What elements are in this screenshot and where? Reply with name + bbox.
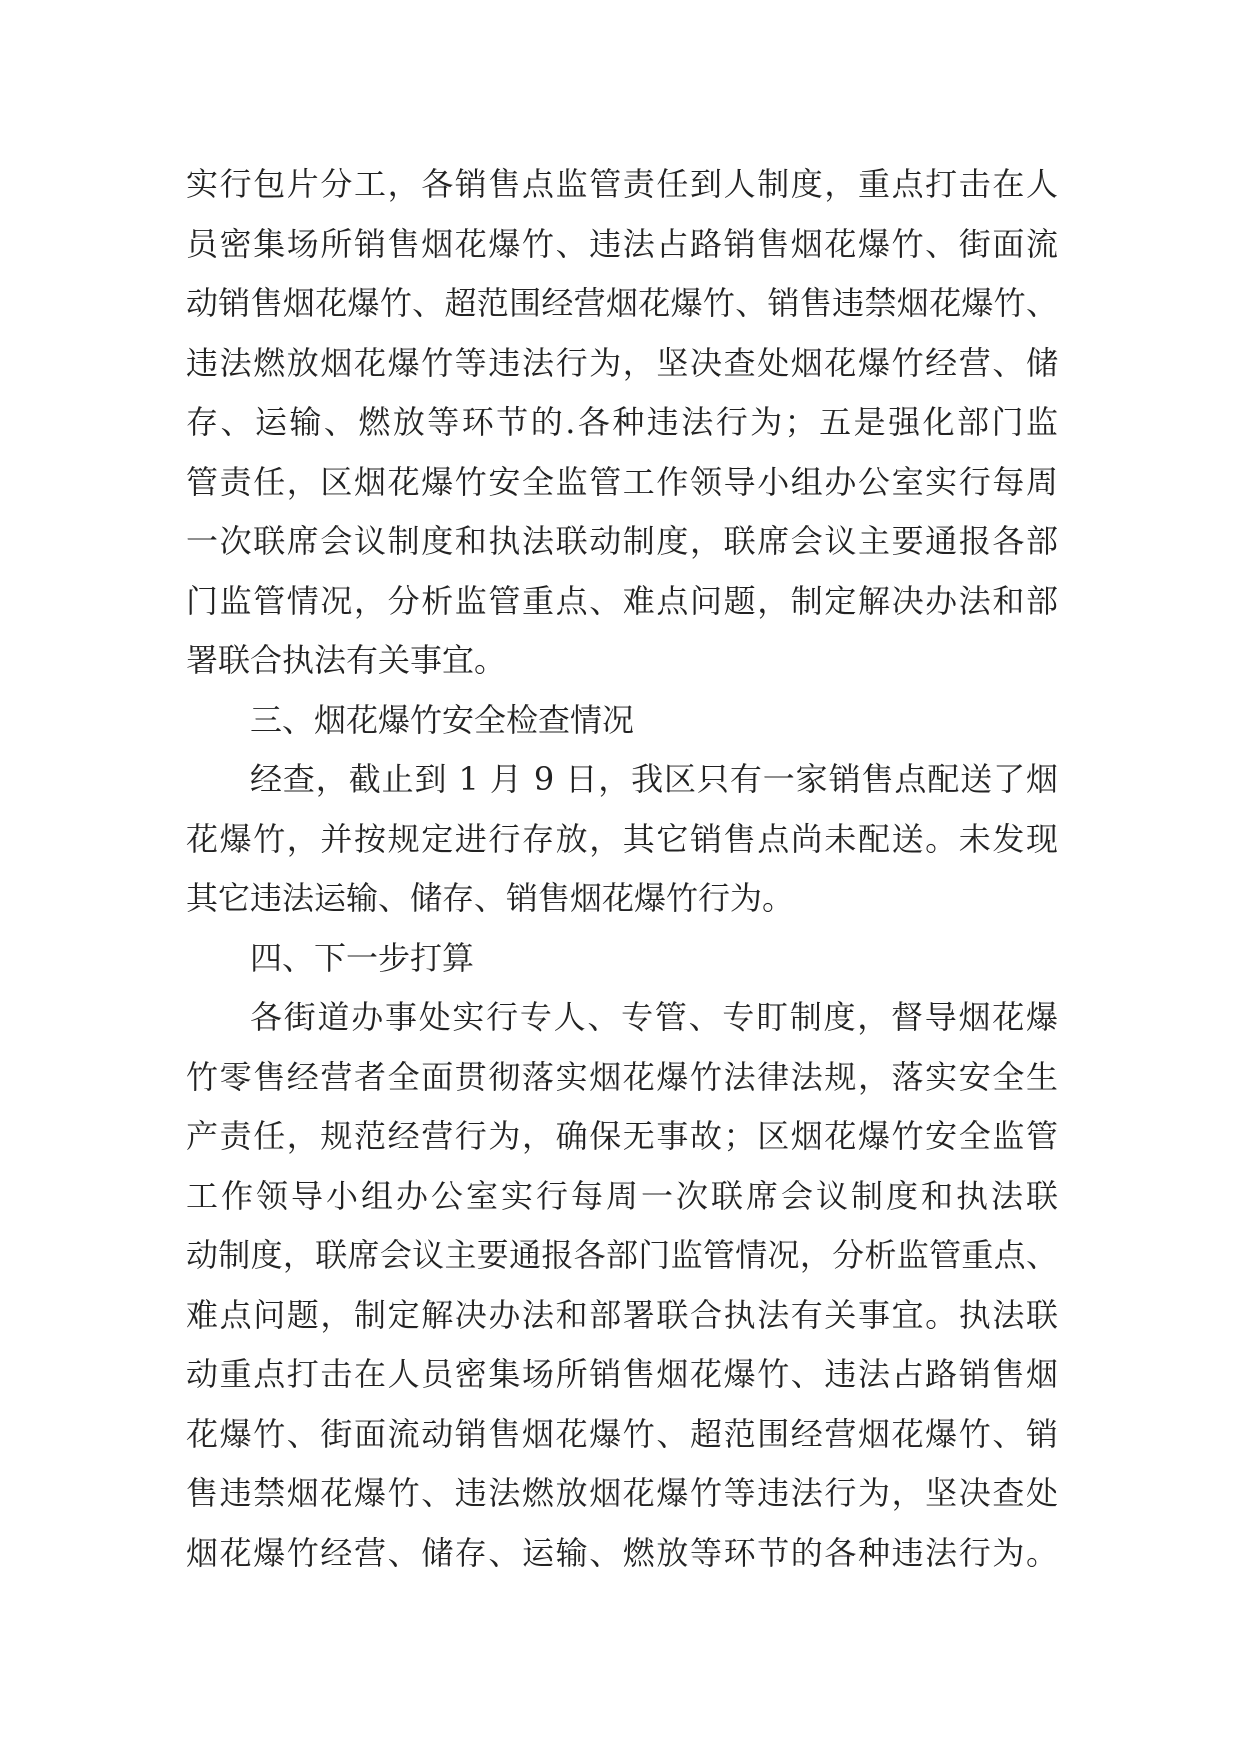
section-4 [186,929,1058,1584]
text-line: 烟花爆竹经营、储存、运输、燃放等环节的各种违法行为。 [186,1533,1058,1572]
continued-paragraph [186,155,1058,691]
section-3 [186,691,1058,929]
text-line: 动销售烟花爆竹、超范围经营烟花爆竹、销售违禁烟花爆竹、 [186,284,1058,322]
text-line: 实行包片分工，各销售点监管责任到人制度，重点打击在人 [186,165,1058,203]
text-line: 竹零售经营者全面贯彻落实烟花爆竹法律法规，落实安全生 [186,1057,1058,1096]
text-line: 门监管情况，分析监管重点、难点问题，制定解决办法和部 [186,581,1058,620]
text-line: 经查，截止到 1 月 9 日，我区只有一家销售点配送了烟 [250,760,1058,798]
text-line: 售违禁烟花爆竹、违法燃放烟花爆竹等违法行为，坚决查处 [186,1474,1058,1512]
document-body [186,155,1058,1583]
text-line: 存、运输、燃放等环节的.各种违法行为；五是强化部门监 [186,403,1058,441]
text-line: 产责任，规范经营行为，确保无事故；区烟花爆竹安全监管 [186,1117,1058,1155]
text-line: 管责任，区烟花爆竹安全监管工作领导小组办公室实行每周 [186,462,1058,501]
text-line: 动制度，联席会议主要通报各部门监管情况，分析监管重点、 [186,1236,1058,1274]
section-heading: 三、烟花爆竹安全检查情况 [250,700,635,739]
text-line: 花爆竹，并按规定进行存放，其它销售点尚未配送。未发现 [186,819,1058,858]
text-line: 难点问题，制定解决办法和部署联合执法有关事宜。执法联 [186,1295,1058,1334]
text-line: 各街道办事处实行专人、专管、专盯制度，督导烟花爆 [250,998,1058,1036]
text-line: 违法燃放烟花爆竹等违法行为，坚决查处烟花爆竹经营、储 [186,343,1058,382]
text-line: 花爆竹、街面流动销售烟花爆竹、超范围经营烟花爆竹、销 [186,1414,1058,1453]
text-line: 署联合执法有关事宜。 [186,641,507,679]
text-line: 一次联席会议制度和执法联动制度，联席会议主要通报各部 [186,522,1058,560]
text-line: 动重点打击在人员密集场所销售烟花爆竹、违法占路销售烟 [186,1355,1058,1393]
text-line: 其它违法运输、储存、销售烟花爆竹行为。 [186,879,795,917]
section-heading: 四、下一步打算 [250,938,475,977]
text-line: 员密集场所销售烟花爆竹、违法占路销售烟花爆竹、街面流 [186,224,1058,263]
text-line: 工作领导小组办公室实行每周一次联席会议制度和执法联 [186,1176,1058,1215]
